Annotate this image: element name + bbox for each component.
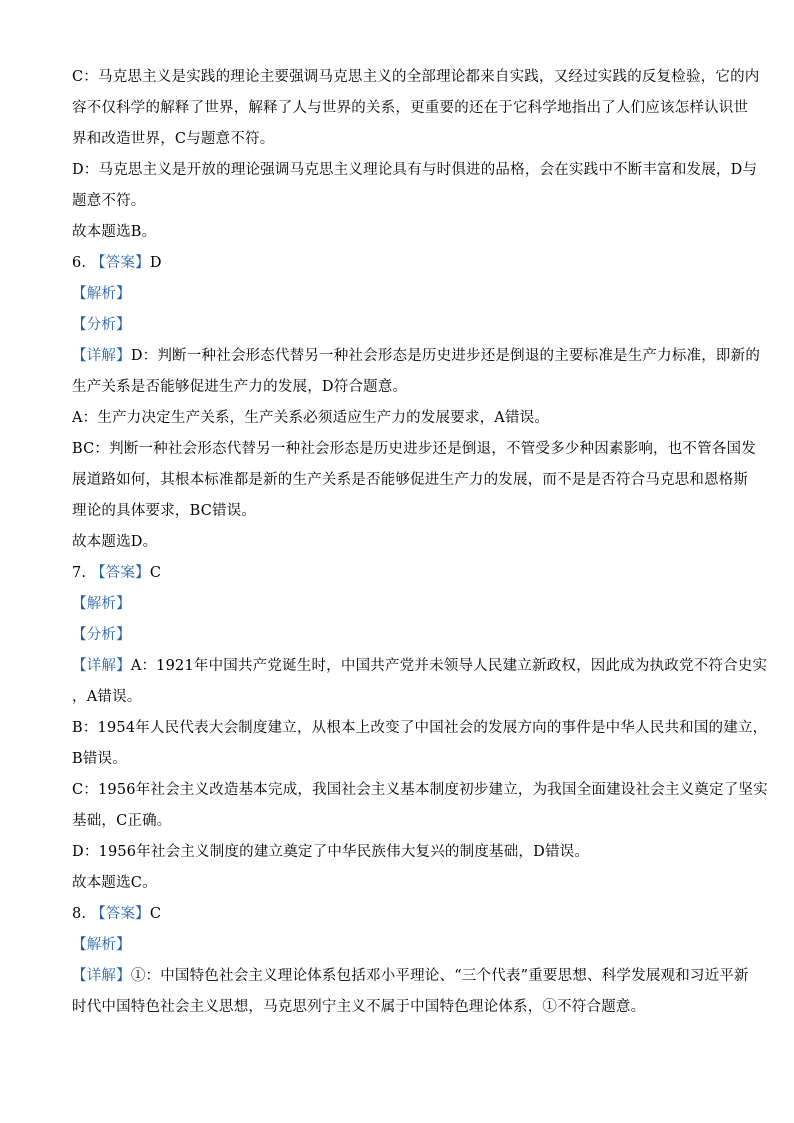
line-text: C [149,565,162,581]
line-text: C [149,906,162,922]
line-text: 展道路如何，其根本标准都是新的生产关系是否能够促进生产力的发展，而不是是否符合马克思和恩格斯 [72,472,749,488]
text-line [72,651,768,682]
line-text: D：马克思主义是开放的理论强调马克思主义理论具有与时俱进的品格，会在实践中不断丰富和发展，D与 [72,162,758,178]
section-tag: 【答案】 [91,906,150,922]
line-text: 基础，C正确。 [72,813,172,829]
section-tag: 【详解】 [72,348,131,364]
text-line [72,620,724,651]
text-line [72,961,749,992]
text-line [72,341,761,372]
text-line [72,62,760,93]
section-tag: 【解析】 [72,596,131,612]
line-text: BC：判断一种社会形态代替另一种社会形态是历史进步还是倒退，不管受多少种因素影响，也不管各国发 [72,441,756,457]
line-text: B错误。 [72,751,127,767]
text-line [72,930,724,961]
line-text: ①：中国特色社会主义理论体系包括邓小平理论、“三个代表”重要思想、科学发展观和习近平新 [130,968,749,984]
line-text: 故本题选D。 [72,534,158,550]
text-line [72,992,724,1023]
section-tag: 【解析】 [72,937,131,953]
text-line [72,465,749,496]
text-line [72,186,724,217]
section-tag: 【分析】 [72,317,131,333]
text-line [72,744,724,775]
text-line [72,899,724,930]
line-text: 题意不符。 [72,193,146,209]
line-text: 容不仅科学的解释了世界，解释了人与世界的关系，更重要的还在于它科学地指出了人们应该怎样认识世 [72,100,749,116]
text-line [72,93,749,124]
text-line [72,527,724,558]
question-number: 7. [72,565,92,581]
text-line [72,868,724,899]
text-line [72,279,724,310]
line-text: ，A错误。 [72,689,142,705]
text-line [72,124,724,155]
line-text: D：判断一种社会形态代替另一种社会形态是历史进步还是倒退的主要标准是生产力标准，即新的 [130,348,761,364]
line-text: C：1956年社会主义改造基本完成，我国社会主义基本制度初步建立，为我国全面建设社会主义奠定了坚实 [72,782,768,798]
line-text: 界和改造世界，C与题意不符。 [72,131,275,147]
text-line [72,155,758,186]
section-tag: 【解析】 [72,286,131,302]
line-text: 生产关系是否能够促进生产力的发展，D符合题意。 [72,379,408,395]
line-text: D：1956年社会主义制度的建立奠定了中华民族伟大复兴的制度基础，D错误。 [72,844,590,860]
line-text: 理论的具体要求，BC错误。 [72,503,257,519]
line-text: A：生产力决定生产关系，生产关系必须适应生产力的发展要求，A错误。 [72,410,550,426]
text-line [72,310,724,341]
text-line [72,496,724,527]
line-text: B：1954年人民代表大会制度建立，从根本上改变了中国社会的发展方向的事件是中华人民共和国的建立， [72,720,768,736]
text-line [72,806,724,837]
line-text: 故本题选B。 [72,224,157,240]
text-line [72,403,724,434]
text-line [72,682,724,713]
question-number: 6. [72,255,92,271]
text-line [72,775,768,806]
text-line [72,217,724,248]
line-text: C：马克思主义是实践的理论主要强调马克思主义的全部理论都来自实践，又经过实践的反复检验，它的内 [72,69,760,85]
line-text: D [149,255,162,271]
text-line [72,434,756,465]
line-text: A：1921年中国共产党诞生时，中国共产党并未领导人民建立新政权，因此成为执政党不符合史实 [130,658,768,674]
text-line [72,248,724,279]
text-line [72,837,724,868]
text-line [72,372,724,403]
text-line [72,589,724,620]
answer-explanation-text [72,62,768,1023]
text-line [72,713,768,744]
text-line [72,558,724,589]
question-number: 8. [72,906,92,922]
section-tag: 【答案】 [91,565,150,581]
section-tag: 【详解】 [72,968,131,984]
section-tag: 【详解】 [72,658,131,674]
line-text: 时代中国特色社会主义思想，马克思列宁主义不属于中国特色理论体系，①不符合题意。 [72,999,646,1015]
section-tag: 【分析】 [72,627,131,643]
line-text: 故本题选C。 [72,875,157,891]
section-tag: 【答案】 [91,255,150,271]
